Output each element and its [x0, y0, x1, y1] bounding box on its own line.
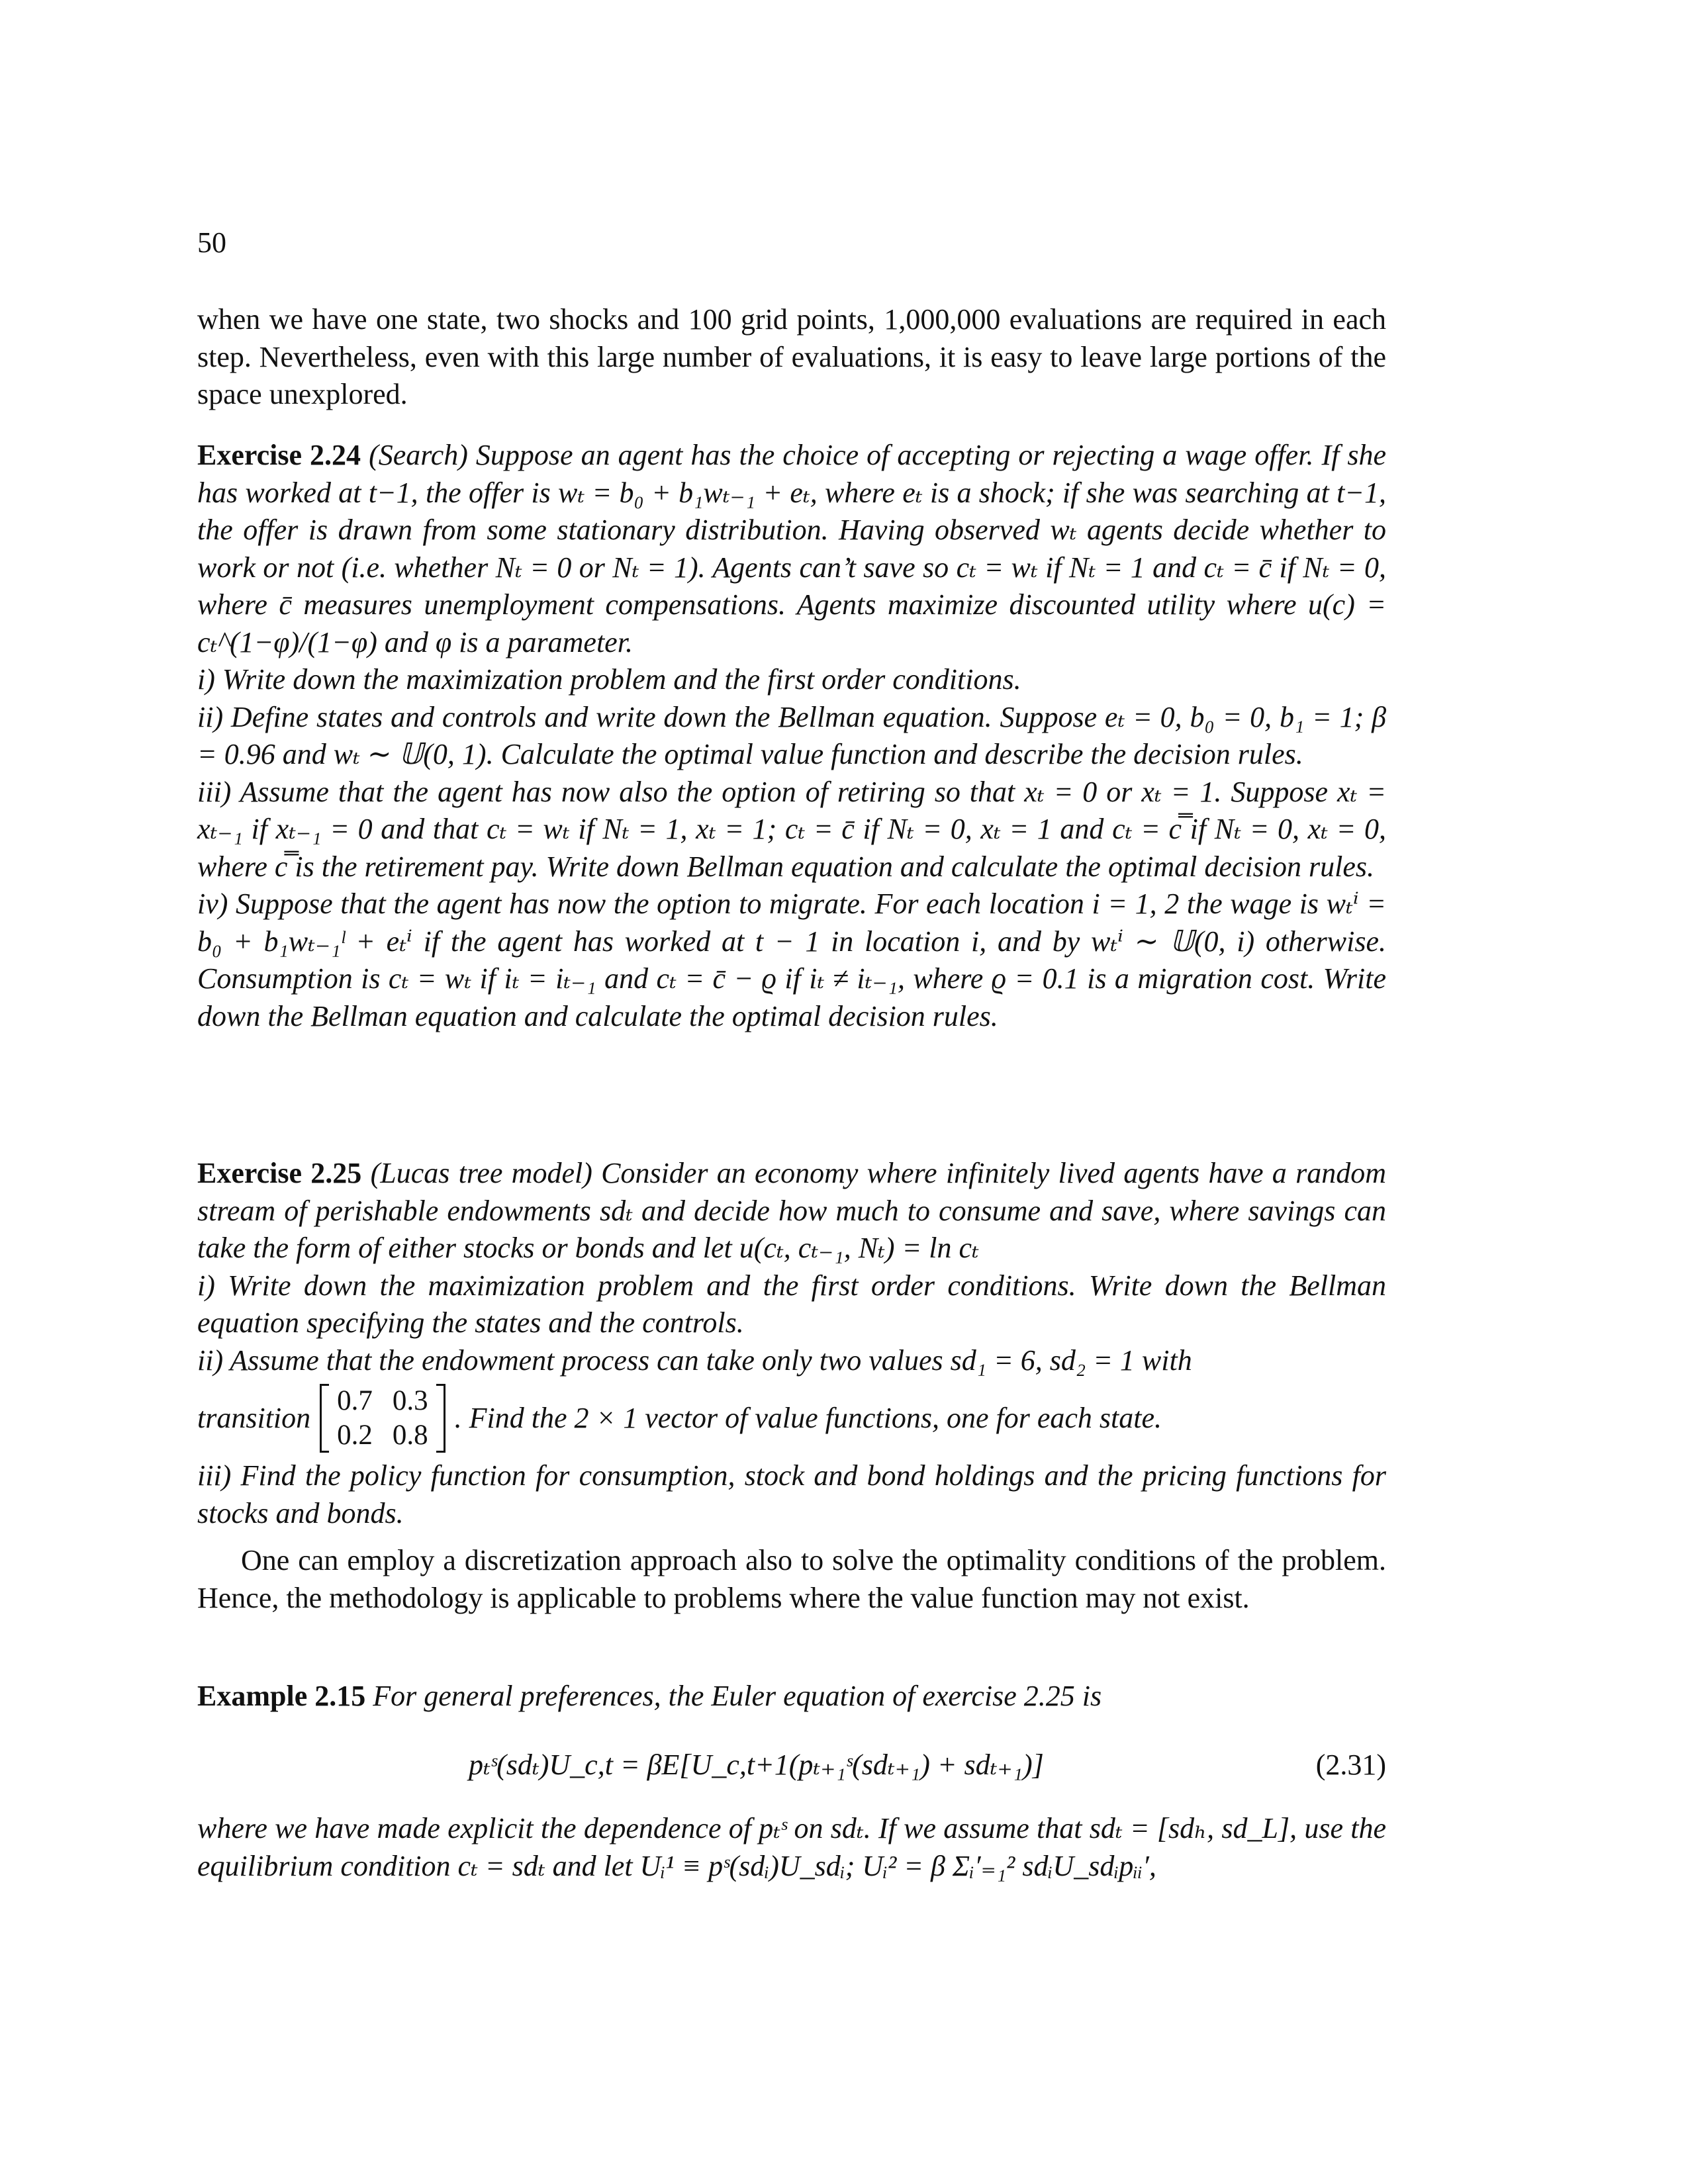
example-2-15-continuation-text: where we have made explicit the dependence of pₜˢ on sdₜ. If we assume that sdₜ = [sdₕ, sd_L], use the equilibrium condition cₜ = sdₜ and let Uᵢ¹ ≡ pˢ(sdᵢ)U_sdᵢ; Uᵢ² = β Σᵢ′₌₁² sdᵢU_sdᵢpᵢᵢ′, — [197, 1812, 1386, 1882]
example-2-15-statement: For general preferences, the Euler equation of exercise 2.25 is — [373, 1680, 1102, 1712]
transition-matrix — [320, 1384, 445, 1453]
intro-text: when we have one state, two shocks and 100 grid points, 1,000,000 evaluations are required in each step. Nevertheless, even with this large number of evaluations, it is easy to leave large portions of the space unexplored. — [197, 303, 1386, 410]
exercise-2-24-part-iv: iv) Suppose that the agent has now the option to migrate. For each location i = 1, 2 the wage is wₜⁱ = b₀ + b₁wₜ₋₁ˡ + eₜⁱ if the agent has worked at t − 1 in location i, and by wₜⁱ ∼ 𝕌(0, i) otherwise. Consumption is cₜ = wₜ if iₜ = iₜ₋₁ and cₜ = c̄ − ϱ if iₜ ≠ iₜ₋₁, where ϱ = 0.1 is a migration cost. Write down the Bellman equation and calculate the optimal decision rules. — [197, 887, 1386, 1032]
exercise-2-24-part-i: i) Write down the maximization problem and the first order conditions. — [197, 663, 1021, 696]
discretization-paragraph — [197, 1542, 1386, 1617]
matrix-right-bracket — [436, 1384, 445, 1453]
exercise-2-25 — [197, 1155, 1386, 1532]
example-2-15 — [197, 1678, 1386, 1715]
example-2-15-continuation — [197, 1810, 1386, 1885]
matrix-left-bracket — [320, 1384, 329, 1453]
exercise-2-25-part-i: i) Write down the maximization problem and the first order conditions. Write down the Bellman equation specifying the states and the controls. — [197, 1269, 1386, 1339]
transition-suffix: . Find the 2 × 1 vector of value functions, one for each state. — [454, 1401, 1162, 1434]
matrix-cell: 0.3 — [392, 1385, 428, 1416]
example-2-15-label: Example 2.15 — [197, 1680, 366, 1712]
euler-equation: pₜˢ(sdₜ)U_c,t = βE[U_c,t+1(pₜ₊₁ˢ(sdₜ₊₁) + sdₜ₊₁)] — [469, 1749, 1044, 1781]
transition-matrix-line — [197, 1379, 1386, 1457]
exercise-2-24-part-iii: iii) Assume that the agent has now also the option of retiring so that xₜ = 0 or xₜ = 1. Suppose xₜ = xₜ₋₁ if xₜ₋₁ = 0 and that cₜ = wₜ if Nₜ = 1, xₜ = 1; cₜ = c̄ if Nₜ = 0, xₜ = 1 and cₜ = c̿ if Nₜ = 0, xₜ = 0, where c̿ is the retirement pay. Write down Bellman equation and calculate the optimal decision rules. — [197, 775, 1386, 883]
matrix-cell: 0.8 — [392, 1420, 428, 1451]
exercise-2-25-part-iii: iii) Find the policy function for consumption, stock and bond holdings and the pricing functions for stocks and bonds. — [197, 1459, 1386, 1529]
equation-2-31 — [197, 1748, 1386, 1788]
discretization-text: One can employ a discretization approach also to solve the optimality conditions of the problem. Hence, the methodology is applicable to problems where the value function may not exist. — [197, 1544, 1386, 1614]
exercise-2-24-label: Exercise 2.24 — [197, 439, 361, 471]
intro-paragraph — [197, 301, 1386, 414]
exercise-2-24-part-ii: ii) Define states and controls and write down the Bellman equation. Suppose eₜ = 0, b₀ = 0, b₁ = 1; β = 0.96 and wₜ ∼ 𝕌(0, 1). Calculate the optimal value function and describe the decision rules. — [197, 700, 1386, 770]
equation-number: (2.31) — [1315, 1749, 1386, 1781]
transition-prefix: transition — [197, 1401, 311, 1434]
exercise-2-25-part-ii: ii) Assume that the endowment process can take only two values sd₁ = 6, sd₂ = 1 with — [197, 1343, 1192, 1377]
exercise-2-25-statement: (Lucas tree model) Consider an economy where infinitely lived agents have a random stream of perishable endowments sdₜ and decide how much to consume and save, where savings can take the form of either stocks or bonds and let u(cₜ, cₜ₋₁, Nₜ) = ln cₜ — [197, 1157, 1386, 1264]
exercise-2-24-statement: (Search) Suppose an agent has the choice of accepting or rejecting a wage offer. If she has worked at t−1, the offer is wₜ = b₀ + b₁wₜ₋₁ + eₜ, where eₜ is a shock; if she was searching at t−1, the offer is drawn from some stationary distribution. Having observed wₜ agents decide whether to work or not (i.e. whether Nₜ = 0 or Nₜ = 1). Agents can’t save so cₜ = wₜ if Nₜ = 1 and cₜ = c̄ if Nₜ = 0, where c̄ measures unemployment compensations. Agents maximize discounted utility where u(c) = cₜ^(1−φ)/(1−φ) and φ is a parameter. — [197, 439, 1386, 659]
exercise-2-24 — [197, 437, 1386, 1035]
page-number: 50 — [197, 226, 226, 259]
matrix-cell: 0.7 — [337, 1385, 373, 1416]
matrix-cell: 0.2 — [337, 1420, 373, 1451]
exercise-2-25-label: Exercise 2.25 — [197, 1157, 362, 1189]
